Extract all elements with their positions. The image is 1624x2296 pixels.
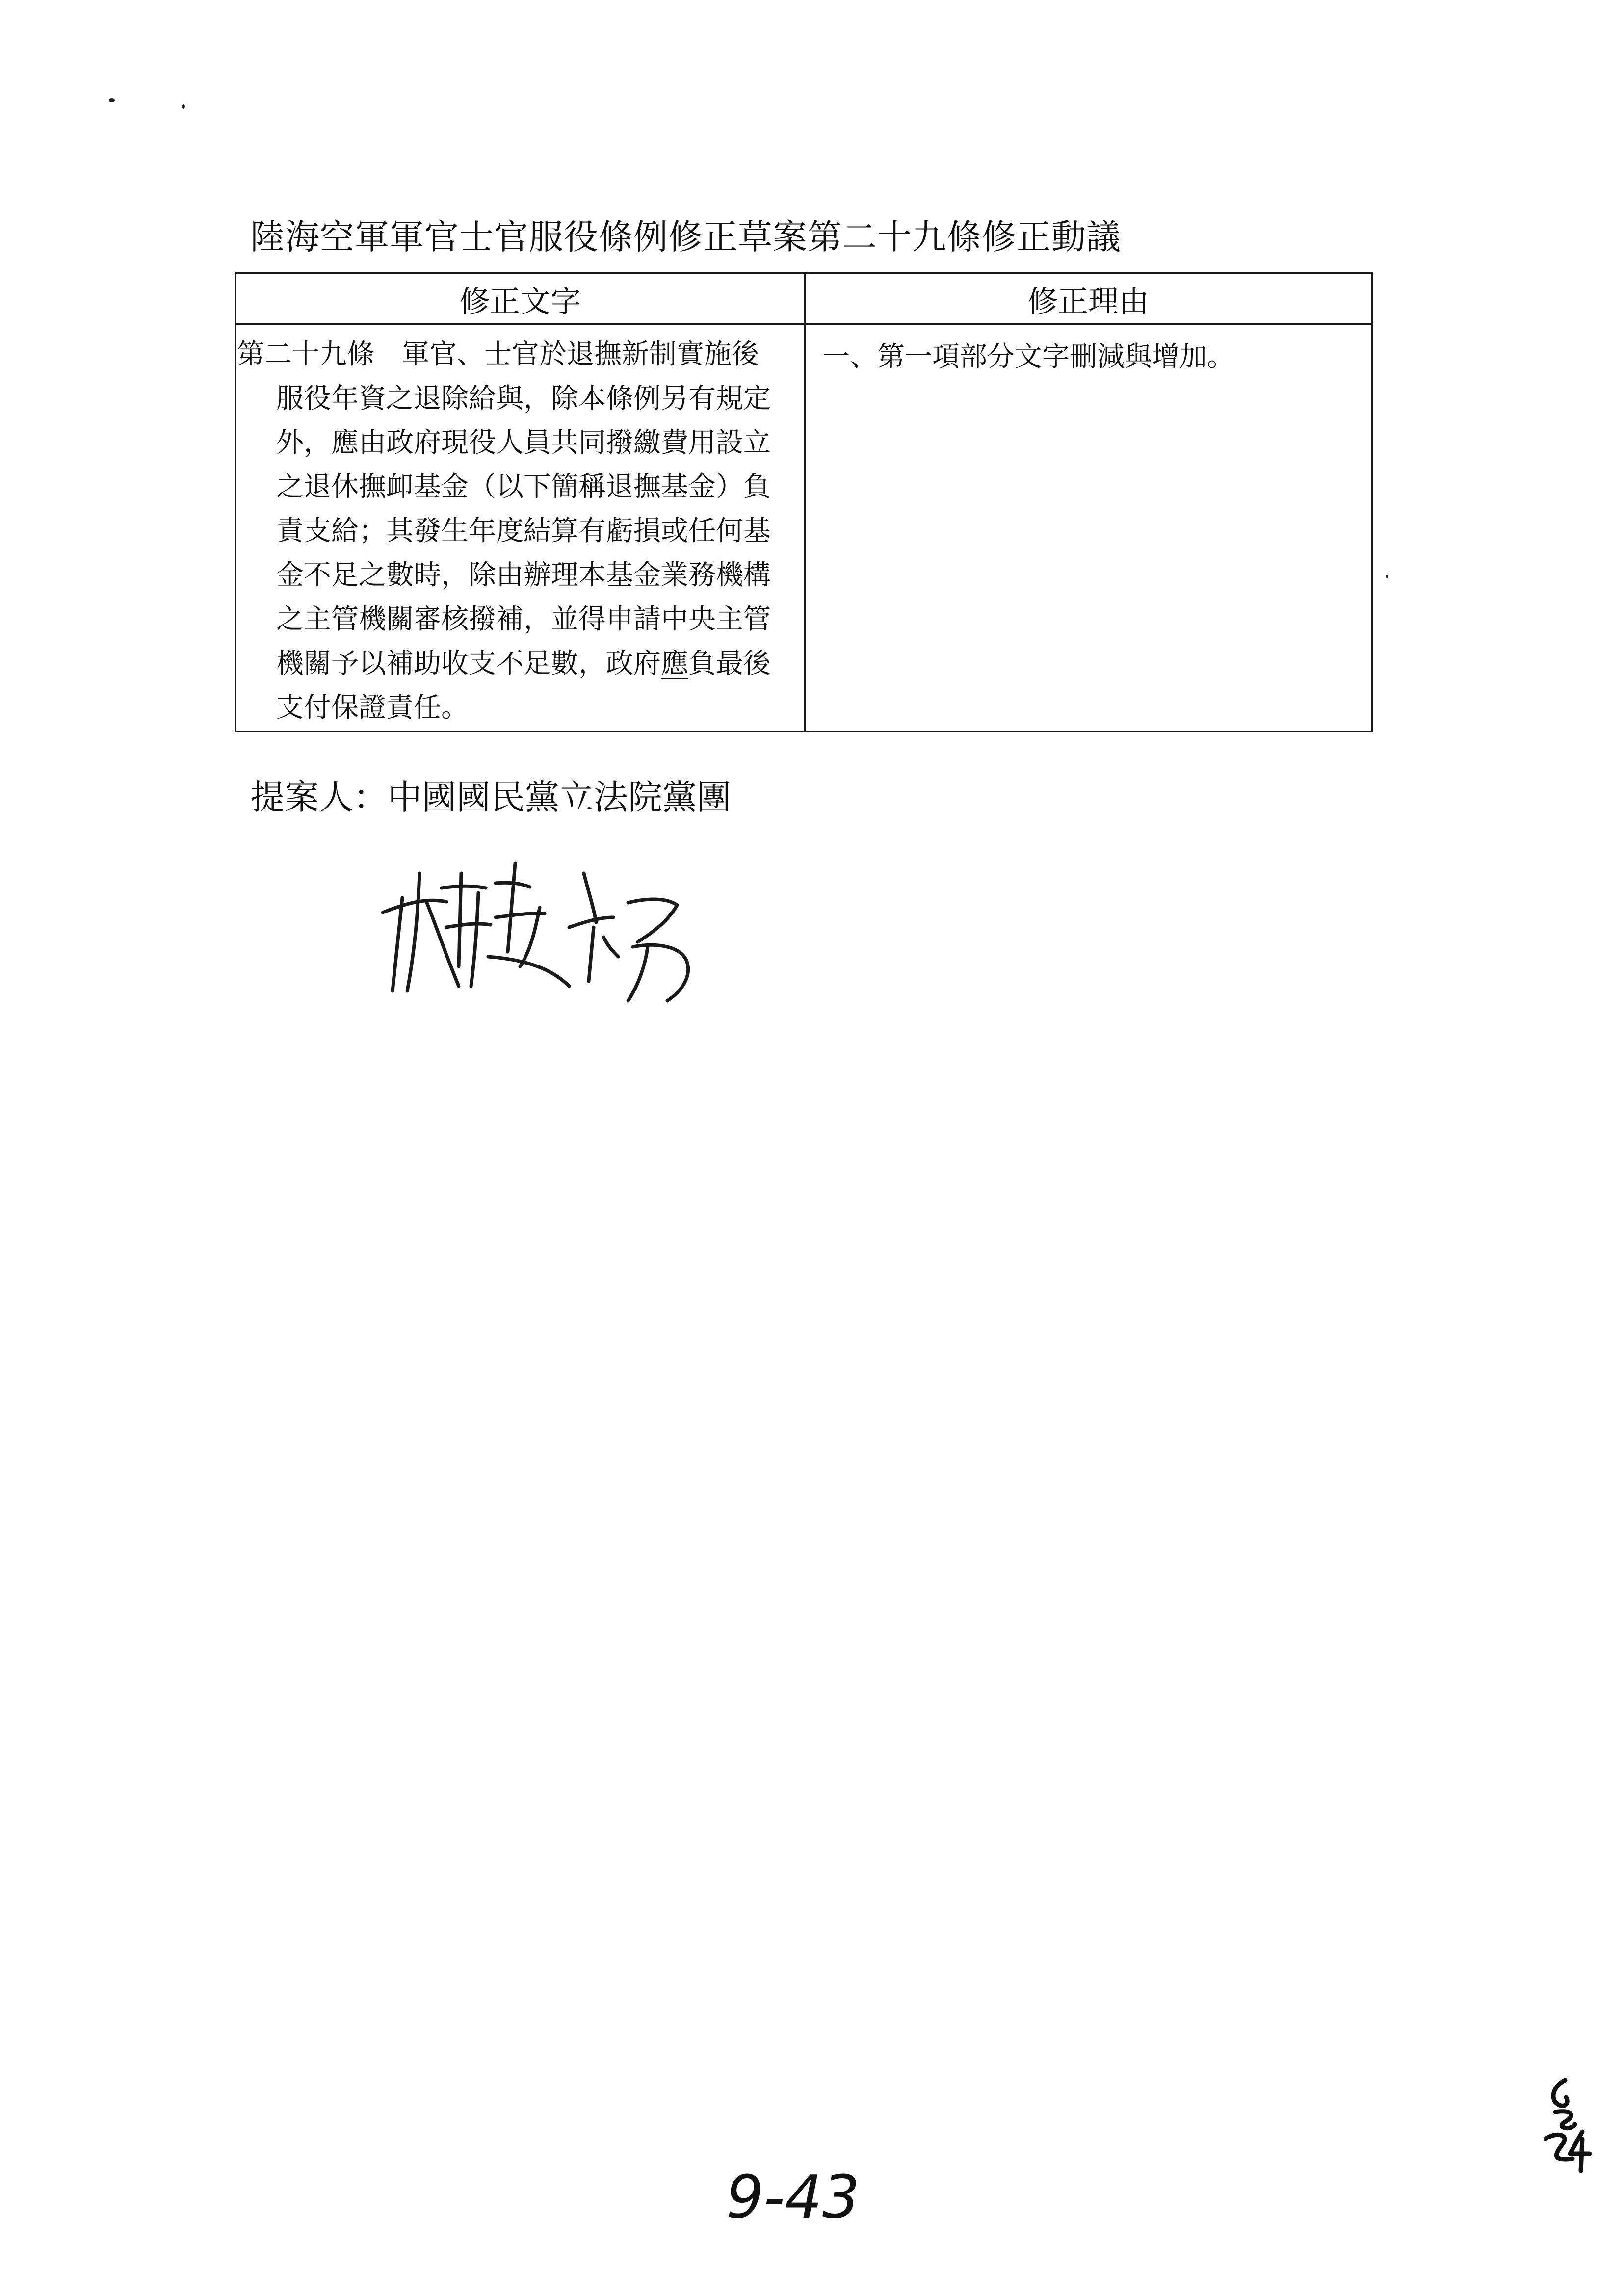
handwritten-page-number xyxy=(726,2159,893,2237)
amended-text-ending: 負最後支付保證責任。 xyxy=(276,648,771,724)
handwritten-signature xyxy=(373,844,716,1011)
reason-cell xyxy=(805,324,1372,731)
amended-text-body: 軍官、士官於退撫新制實施後服役年資之退除給與，除本條例另有規定外，應由政府現役人員共同撥繳費用設立之退休撫卹基金（以下簡稱退撫基金）負責支給；其發生年度結算有虧損或任何基金不足之數時，除由辦理本基金業務機構之主管機關審核撥補，並得申請中央主管機關予以補助收支不足數，政府 xyxy=(276,339,771,679)
header-amendment-reason: 修正理由 xyxy=(805,273,1372,324)
article-number: 第二十九條 xyxy=(237,339,374,370)
document-title: 陸海空軍軍官士官服役條例修正草案第二十九條修正動議 xyxy=(250,217,1121,257)
proposer-line: 提案人：中國國民黨立法院黨團 xyxy=(250,777,731,817)
amended-text xyxy=(237,326,803,730)
table-header-row xyxy=(236,273,1372,324)
table-row xyxy=(236,324,1372,731)
header-amended-text: 修正文字 xyxy=(236,273,805,324)
underlined-word: 應 xyxy=(661,648,688,679)
amendment-table xyxy=(235,272,1373,732)
svg-text:9-43: 9-43 xyxy=(726,2164,860,2232)
amendment-reason: 一、第一項部分文字刪減與增加。 xyxy=(822,341,1234,373)
amended-text-cell xyxy=(236,324,805,731)
handwritten-corner-mark xyxy=(1536,2075,1595,2173)
